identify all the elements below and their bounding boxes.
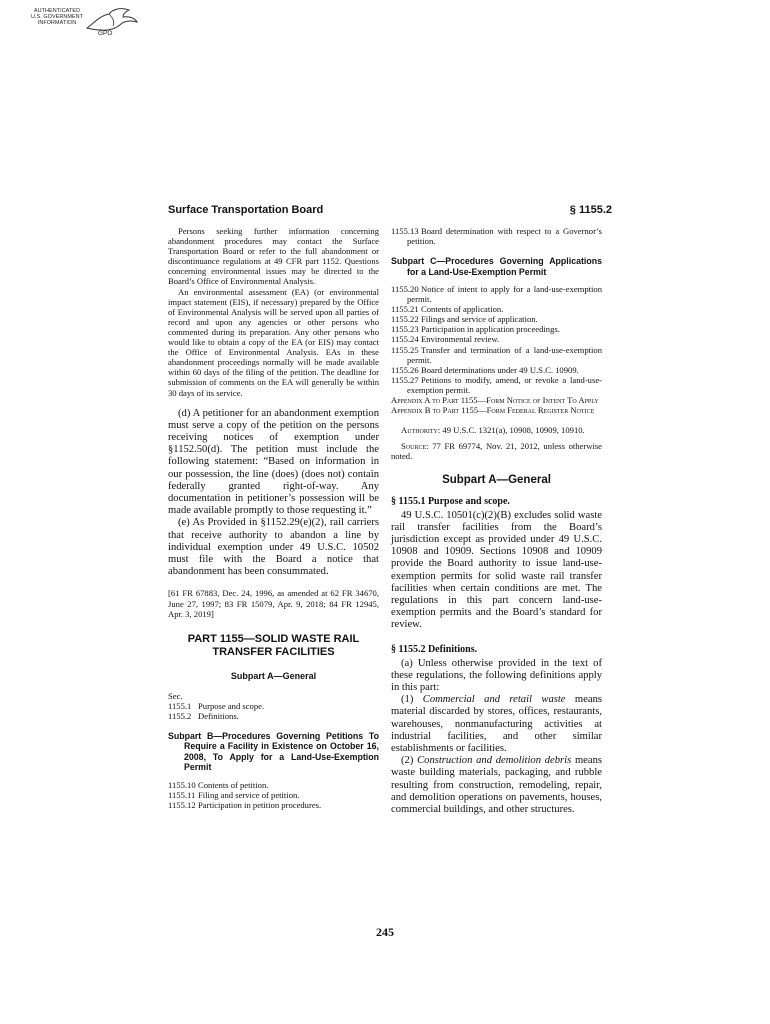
- section-1155-2-title: § 1155.2 Definitions.: [391, 643, 478, 655]
- toc-item: 1155.26 Board determinations under 49 U.S.C. 10909.: [391, 364, 579, 375]
- toc-item: 1155.23 Participation in application proceedings.: [391, 324, 560, 335]
- toc-subpart-b: [168, 780, 379, 810]
- subpart-c-toc-title: Subpart C—Procedures Governing Applications for a Land-Use-Exemption Permit: [391, 256, 602, 277]
- right-column: [391, 226, 602, 816]
- left-column: [168, 226, 379, 810]
- authority-note: Authority: 49 U.S.C. 1321(a), 10908, 10909, 10910.: [401, 425, 585, 436]
- toc-subpart-a: [168, 701, 379, 721]
- paragraph-d: (d) A petitioner for an abandonment exemption must serve a copy of the petition on the persons receiving notices of exemption under §1152.50(d). The petition must include the following statement: “Based on information in our possession, the line (does) (does not) contain federally granted right-of-way. Any documentation in petitioner’s possession will be made available promptly to those requesting it.”: [168, 407, 379, 517]
- toc-item: 1155.2 Definitions.: [168, 710, 239, 721]
- toc-item: 1155.12 Participation in petition procedures.: [168, 799, 322, 810]
- toc-item: 1155.21 Contents of application.: [391, 304, 504, 315]
- subpart-a-heading: Subpart A—General: [442, 473, 551, 486]
- toc-item: 1155.1 Purpose and scope.: [168, 700, 265, 711]
- toc-item: 1155.22 Filings and service of application.: [391, 314, 538, 325]
- appendix-b-entry: Appendix B to Part 1155—Form Federal Register Notice: [391, 405, 595, 416]
- gpo-label: GPO: [98, 30, 113, 37]
- toc-subpart-c: [391, 284, 602, 395]
- page-number: 245: [376, 925, 394, 939]
- paragraph-e: (e) As Provided in §1152.29(e)(2), rail carriers that receive authority to abandon a line by individual exemption under 49 U.S.C. 10502 must file with the Board a notice that abandonment has been consummated.: [168, 517, 379, 578]
- subpart-b-toc-title: Subpart B—Procedures Governing Petitions To Require a Facility in Existence on October 16, 2008, To Apply for a Land-Use-Exemption Permit: [168, 731, 379, 773]
- subpart-a-toc-title: Subpart A—General: [230, 670, 317, 681]
- sec-label: Sec.: [168, 690, 183, 701]
- toc-item: 1155.11 Filing and service of petition.: [168, 789, 300, 800]
- part-title: PART 1155—SOLID WASTE RAIL TRANSFER FACILITIES: [187, 632, 360, 658]
- section-1155-2-a: (a) Unless otherwise provided in the text of these regulations, the following definitions apply in this part:: [391, 657, 602, 693]
- paragraph-further-info: Persons seeking further information concerning abandonment procedures may contact the Surface Transportation Board or refer to the full abandonment or discontinuance regulations at 49 CFR part 1152. Questions concerning environmental issues may be directed to the Board’s Office of Environmental Analysis.: [168, 226, 379, 287]
- section-1155-1-text: 49 U.S.C. 10501(c)(2)(B) excludes solid waste rail transfer facilities from the Board’s jurisdiction except as provided under 49 U.S.C. 10908 and 10909. Sections 10908 and 10909 provide the Board authority to issue land-use-exemption permits for solid waste rail transfer facilities when certain conditions are met. The regulations in this part concern land-use-exemption permits and the Board’s standard for review.: [391, 509, 602, 631]
- toc-item: 1155.24 Environmental review.: [391, 334, 500, 345]
- paragraph-environmental-assessment: An environmental assessment (EA) (or environmental impact statement (EIS), if necessary) prepared by the Office of Environmental Analysis will be served upon all parties of record and upon any agencies or other persons who commented during its preparation. Any other persons who would like to obtain a copy of the EA (or EIS) may contact the Office of Environmental Analysis. EAs in these abandonment proceedings normally will be made available within 60 days of the filing of the petition. The deadline for submission of comments on the EA will generally be within 30 days of its service.: [168, 286, 379, 398]
- toc-item: 1155.25 Transfer and termination of a land-use-exemption permit.: [391, 344, 602, 365]
- gpo-authentication-logo: [28, 6, 140, 40]
- toc-item: 1155.20 Notice of intent to apply for a land-use-exemption permit.: [391, 284, 602, 305]
- gpo-logo-text: AUTHENTICATED U.S. GOVERNMENT INFORMATION: [30, 8, 84, 27]
- section-1155-1-title: § 1155.1 Purpose and scope.: [391, 495, 510, 507]
- definition-commercial-waste: (1) Commercial and retail waste means material discarded by stores, offices, restaurants, warehouses, nonmanufacturing activities at industrial facilities, and other similar establishments or facilities.: [391, 694, 602, 754]
- amendment-citation: [61 FR 67883, Dec. 24, 1996, as amended at 62 FR 34670, June 27, 1997; 83 FR 15079, Apr. 9, 2018; 84 FR 12945, Apr. 3, 2019]: [168, 588, 379, 619]
- running-head: [168, 204, 612, 220]
- appendix-a-entry: Appendix A to Part 1155—Form Notice of Intent To Apply: [391, 395, 599, 406]
- toc-item: 1155.10 Contents of petition.: [168, 779, 269, 790]
- source-note: Source: 77 FR 69774, Nov. 21, 2012, unless otherwise noted.: [391, 441, 602, 462]
- definition-construction-debris: (2) Construction and demolition debris means waste building materials, packaging, and rubble resulting from construction, remodeling, repair, and demolition operations on pavements, houses, commercial buildings, and other structures.: [391, 755, 603, 815]
- agency-name: Surface Transportation Board: [168, 204, 324, 216]
- section-marker: § 1155.2: [569, 204, 612, 216]
- toc-item: 1155.27 Petitions to modify, amend, or revoke a land-use-exemption permit.: [391, 374, 602, 395]
- toc-item: 1155.13 Board determination with respect to a Governor’s petition.: [391, 226, 602, 247]
